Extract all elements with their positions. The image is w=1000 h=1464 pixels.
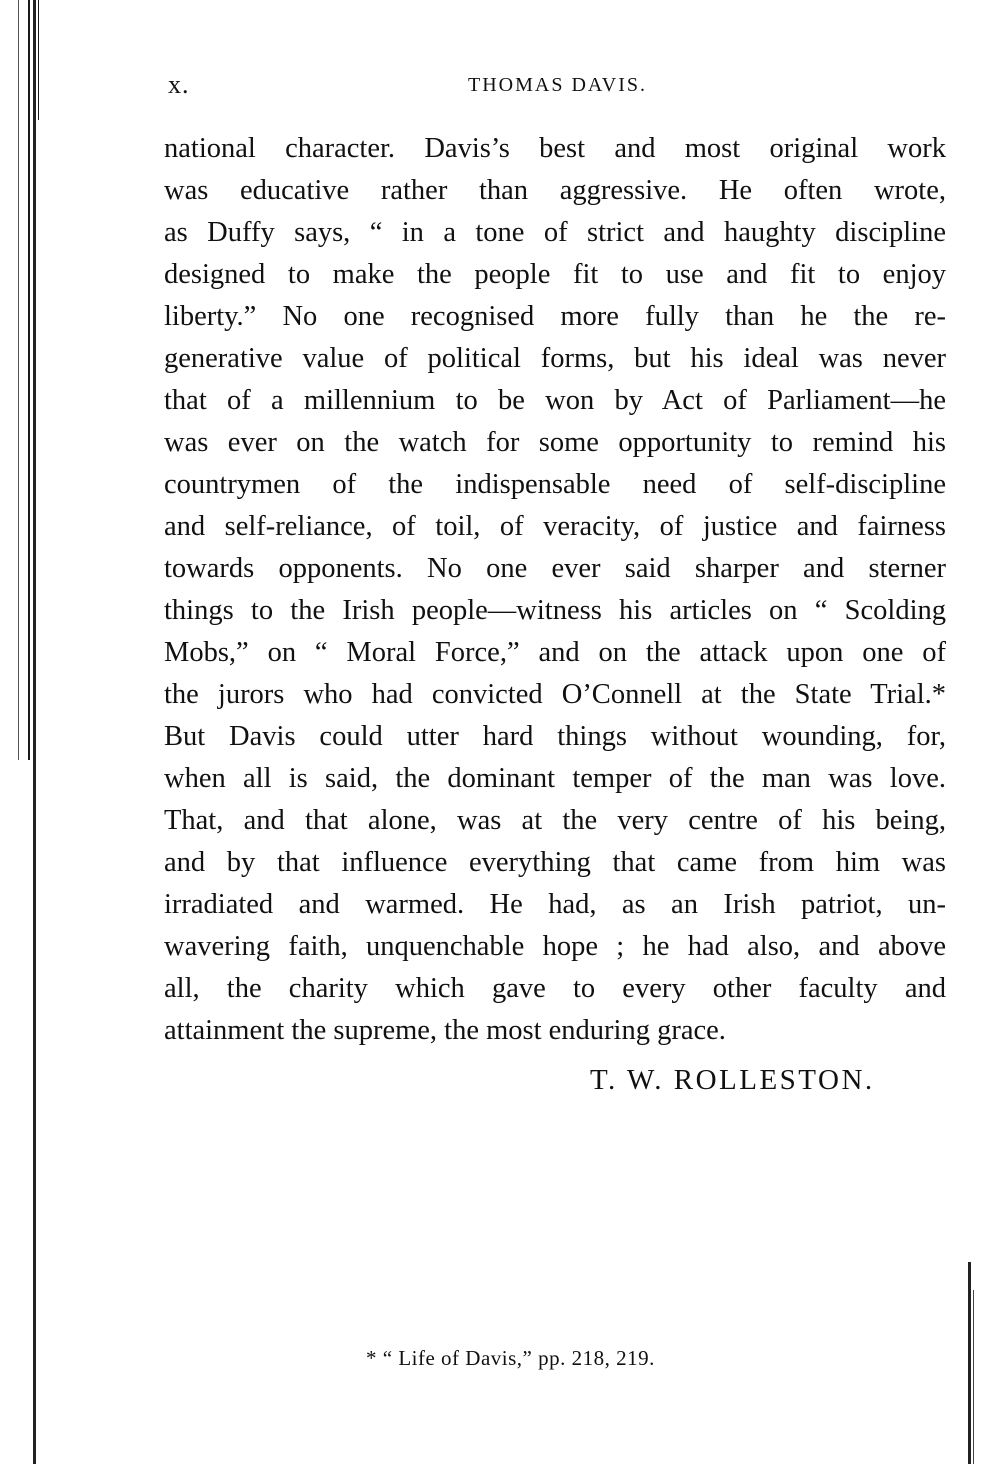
text-line: liberty.” No one recognised more fully than he the re- xyxy=(164,301,946,332)
text-line: all, the charity which gave to every other faculty and xyxy=(164,973,946,1004)
text-line: wavering faith, unquenchable hope ; he had also, and above xyxy=(164,931,946,962)
text-line: things to the Irish people—witness his articles on “ Scolding xyxy=(164,595,946,626)
binding-edge-line xyxy=(33,0,36,1464)
running-head xyxy=(168,70,948,106)
text-line: But Davis could utter hard things without wounding, for, xyxy=(164,721,946,752)
text-line: irradiated and warmed. He had, as an Irish patriot, un- xyxy=(164,889,946,920)
text-line: when all is said, the dominant temper of the man was love. xyxy=(164,763,946,794)
footnote: * “ Life of Davis,” pp. 218, 219. xyxy=(366,1346,655,1370)
text-line: Mobs,” on “ Moral Force,” and on the attack upon one of xyxy=(164,637,946,668)
text-line: attainment the supreme, the most enduring grace. xyxy=(164,1015,726,1046)
text-line: and by that influence everything that came from him was xyxy=(164,847,946,878)
running-title: THOMAS DAVIS. xyxy=(468,74,647,96)
text-line: towards opponents. No one ever said sharper and sterner xyxy=(164,553,946,584)
body-paragraph xyxy=(164,128,946,1052)
page-edge-line xyxy=(973,1290,974,1464)
text-line: was educative rather than aggressive. He often wrote, xyxy=(164,175,946,206)
text-line: national character. Davis’s best and most original work xyxy=(164,133,946,164)
text-line: as Duffy says, “ in a tone of strict and haughty discipline xyxy=(164,217,946,248)
text-line: that of a millennium to be won by Act of Parliament—he xyxy=(164,385,946,416)
text-line: generative value of political forms, but his ideal was never xyxy=(164,343,946,374)
text-line: was ever on the watch for some opportunity to remind his xyxy=(164,427,946,458)
binding-edge-line xyxy=(18,0,19,760)
text-line: countrymen of the indispensable need of self-discipline xyxy=(164,469,946,500)
text-line: That, and that alone, was at the very centre of his being, xyxy=(164,805,946,836)
binding-edge-line xyxy=(28,0,30,760)
author-signature: T. W. ROLLESTON. xyxy=(590,1064,875,1096)
text-line: and self-reliance, of toil, of veracity, of justice and fairness xyxy=(164,511,946,542)
text-line: the jurors who had convicted O’Connell at the State Trial.* xyxy=(164,679,946,710)
page-edge-line xyxy=(968,1262,971,1464)
text-line: designed to make the people fit to use and fit to enjoy xyxy=(164,259,946,290)
page-number: x. xyxy=(168,70,190,99)
binding-edge-line xyxy=(38,0,39,120)
